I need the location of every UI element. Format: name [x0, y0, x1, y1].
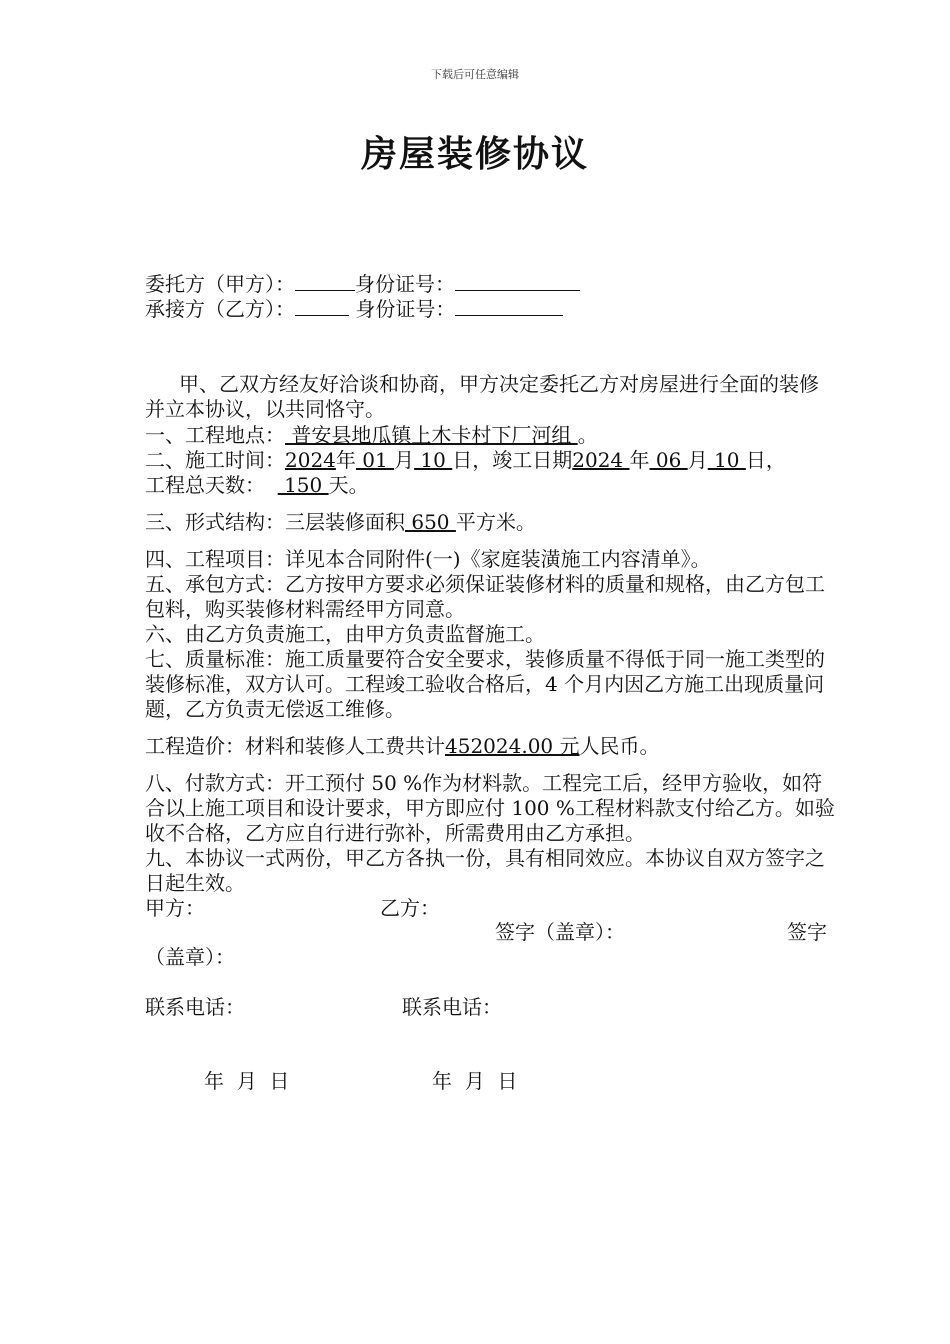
clause-project: 四、工程项目：详见本合同附件(一)《家庭装潢施工内容清单》。 [145, 547, 711, 571]
party-b-id-blank [455, 297, 563, 316]
party-b-line [145, 297, 563, 322]
cost-label: 工程造价：材料和装修人工费共计 [145, 734, 445, 758]
schedule-label: 二、施工时间： [145, 448, 285, 472]
party-b-date: 年 月 日 [432, 1069, 518, 1093]
start-day: 10 [414, 448, 453, 472]
clause-effect: 九、本协议一式两份，甲乙方各执一份，具有相同效应。本协议自双方签字之日起生效。 [145, 846, 825, 895]
end-day-label: 日， [745, 448, 786, 472]
clause-total-days [145, 473, 835, 498]
days-unit: 天。 [328, 473, 369, 497]
cost-amount: 452024.00 元 [445, 734, 580, 758]
party-b-name-blank [295, 297, 349, 316]
party-a-name-blank [295, 272, 355, 291]
area-unit: 平方米。 [455, 510, 536, 534]
total-days-label: 工程总天数： [145, 473, 265, 497]
clause-contracting: 五、承包方式：乙方按甲方要求必须保证装修材料的质量和规格，由乙方包工包料，购买装修材料需经甲方同意。 [145, 572, 825, 621]
clause-supervision: 六、由乙方负责施工，由甲方负责监督施工。 [145, 622, 545, 646]
start-month: 01 [355, 448, 395, 472]
party-a-label: 委托方（甲方）： [145, 272, 295, 296]
clause-schedule [145, 448, 835, 473]
end-month: 06 [649, 448, 688, 472]
year-label: 年 [335, 448, 356, 472]
total-days-value: 150 [277, 473, 329, 497]
end-year: 2024 [572, 448, 630, 472]
party-b-id-label: 身份证号： [355, 297, 456, 321]
start-year: 2024 [285, 448, 336, 472]
party-a-line [145, 272, 580, 297]
party-a-id-blank [455, 272, 580, 291]
party-a-date: 年 月 日 [204, 1069, 290, 1093]
party-a-id-label: 身份证号： [355, 272, 455, 296]
clause-location-label: 一、工程地点： [145, 423, 285, 447]
day-label: 日，竣工日期 [452, 448, 573, 472]
end-day: 10 [707, 448, 746, 472]
structure-label: 三、形式结构：三层装修面积 [145, 510, 405, 534]
party-b-phone-label: 联系电话： [402, 995, 502, 1019]
document-title: 房屋装修协议 [360, 133, 589, 175]
party-b-sign-seal: 签字（盖章）： [495, 920, 625, 944]
party-a-seal-label: （盖章）： [145, 945, 235, 969]
party-b-label: 承接方（乙方）： [145, 297, 295, 321]
party-a-signature-label: 甲方： [145, 896, 205, 920]
party-a-sign-tail: 签字 [787, 920, 827, 944]
header-note: 下载后可任意编辑 [431, 68, 519, 81]
clause-structure [145, 510, 835, 535]
clause-payment: 八、付款方式：开工预付 50 %作为材料款。工程完工后，经甲方验收，如符合以上施工项目和设计要求，甲方即应付 100 %工程材料款支付给乙方。如验收不合格，乙方应自行进行弥补，所需费用由乙方承担。 [145, 771, 835, 845]
month-label: 月 [394, 448, 415, 472]
end-year-label: 年 [629, 448, 650, 472]
area-value: 650 [405, 510, 456, 534]
end-month-label: 月 [687, 448, 708, 472]
clause-quality: 七、质量标准：施工质量要符合安全要求，装修质量不得低于同一施工类型的装修标准，双方认可。工程竣工验收合格后，4 个月内因乙方施工出现质量问题，乙方负责无偿返工维修。 [145, 647, 825, 721]
clause-location-suffix: 。 [577, 423, 598, 447]
clause-cost [145, 734, 835, 759]
location-value: 普安县地瓜镇上木卡村下厂河组 [285, 423, 578, 447]
intro-paragraph: 甲、乙双方经友好洽谈和协商，甲方决定委托乙方对房屋进行全面的装修并立本协议，以共同恪守。 [145, 372, 819, 421]
cost-suffix: 人民币。 [579, 734, 660, 758]
party-a-phone-label: 联系电话： [145, 995, 245, 1019]
party-b-signature-label: 乙方： [380, 896, 440, 920]
clause-location [145, 423, 835, 448]
